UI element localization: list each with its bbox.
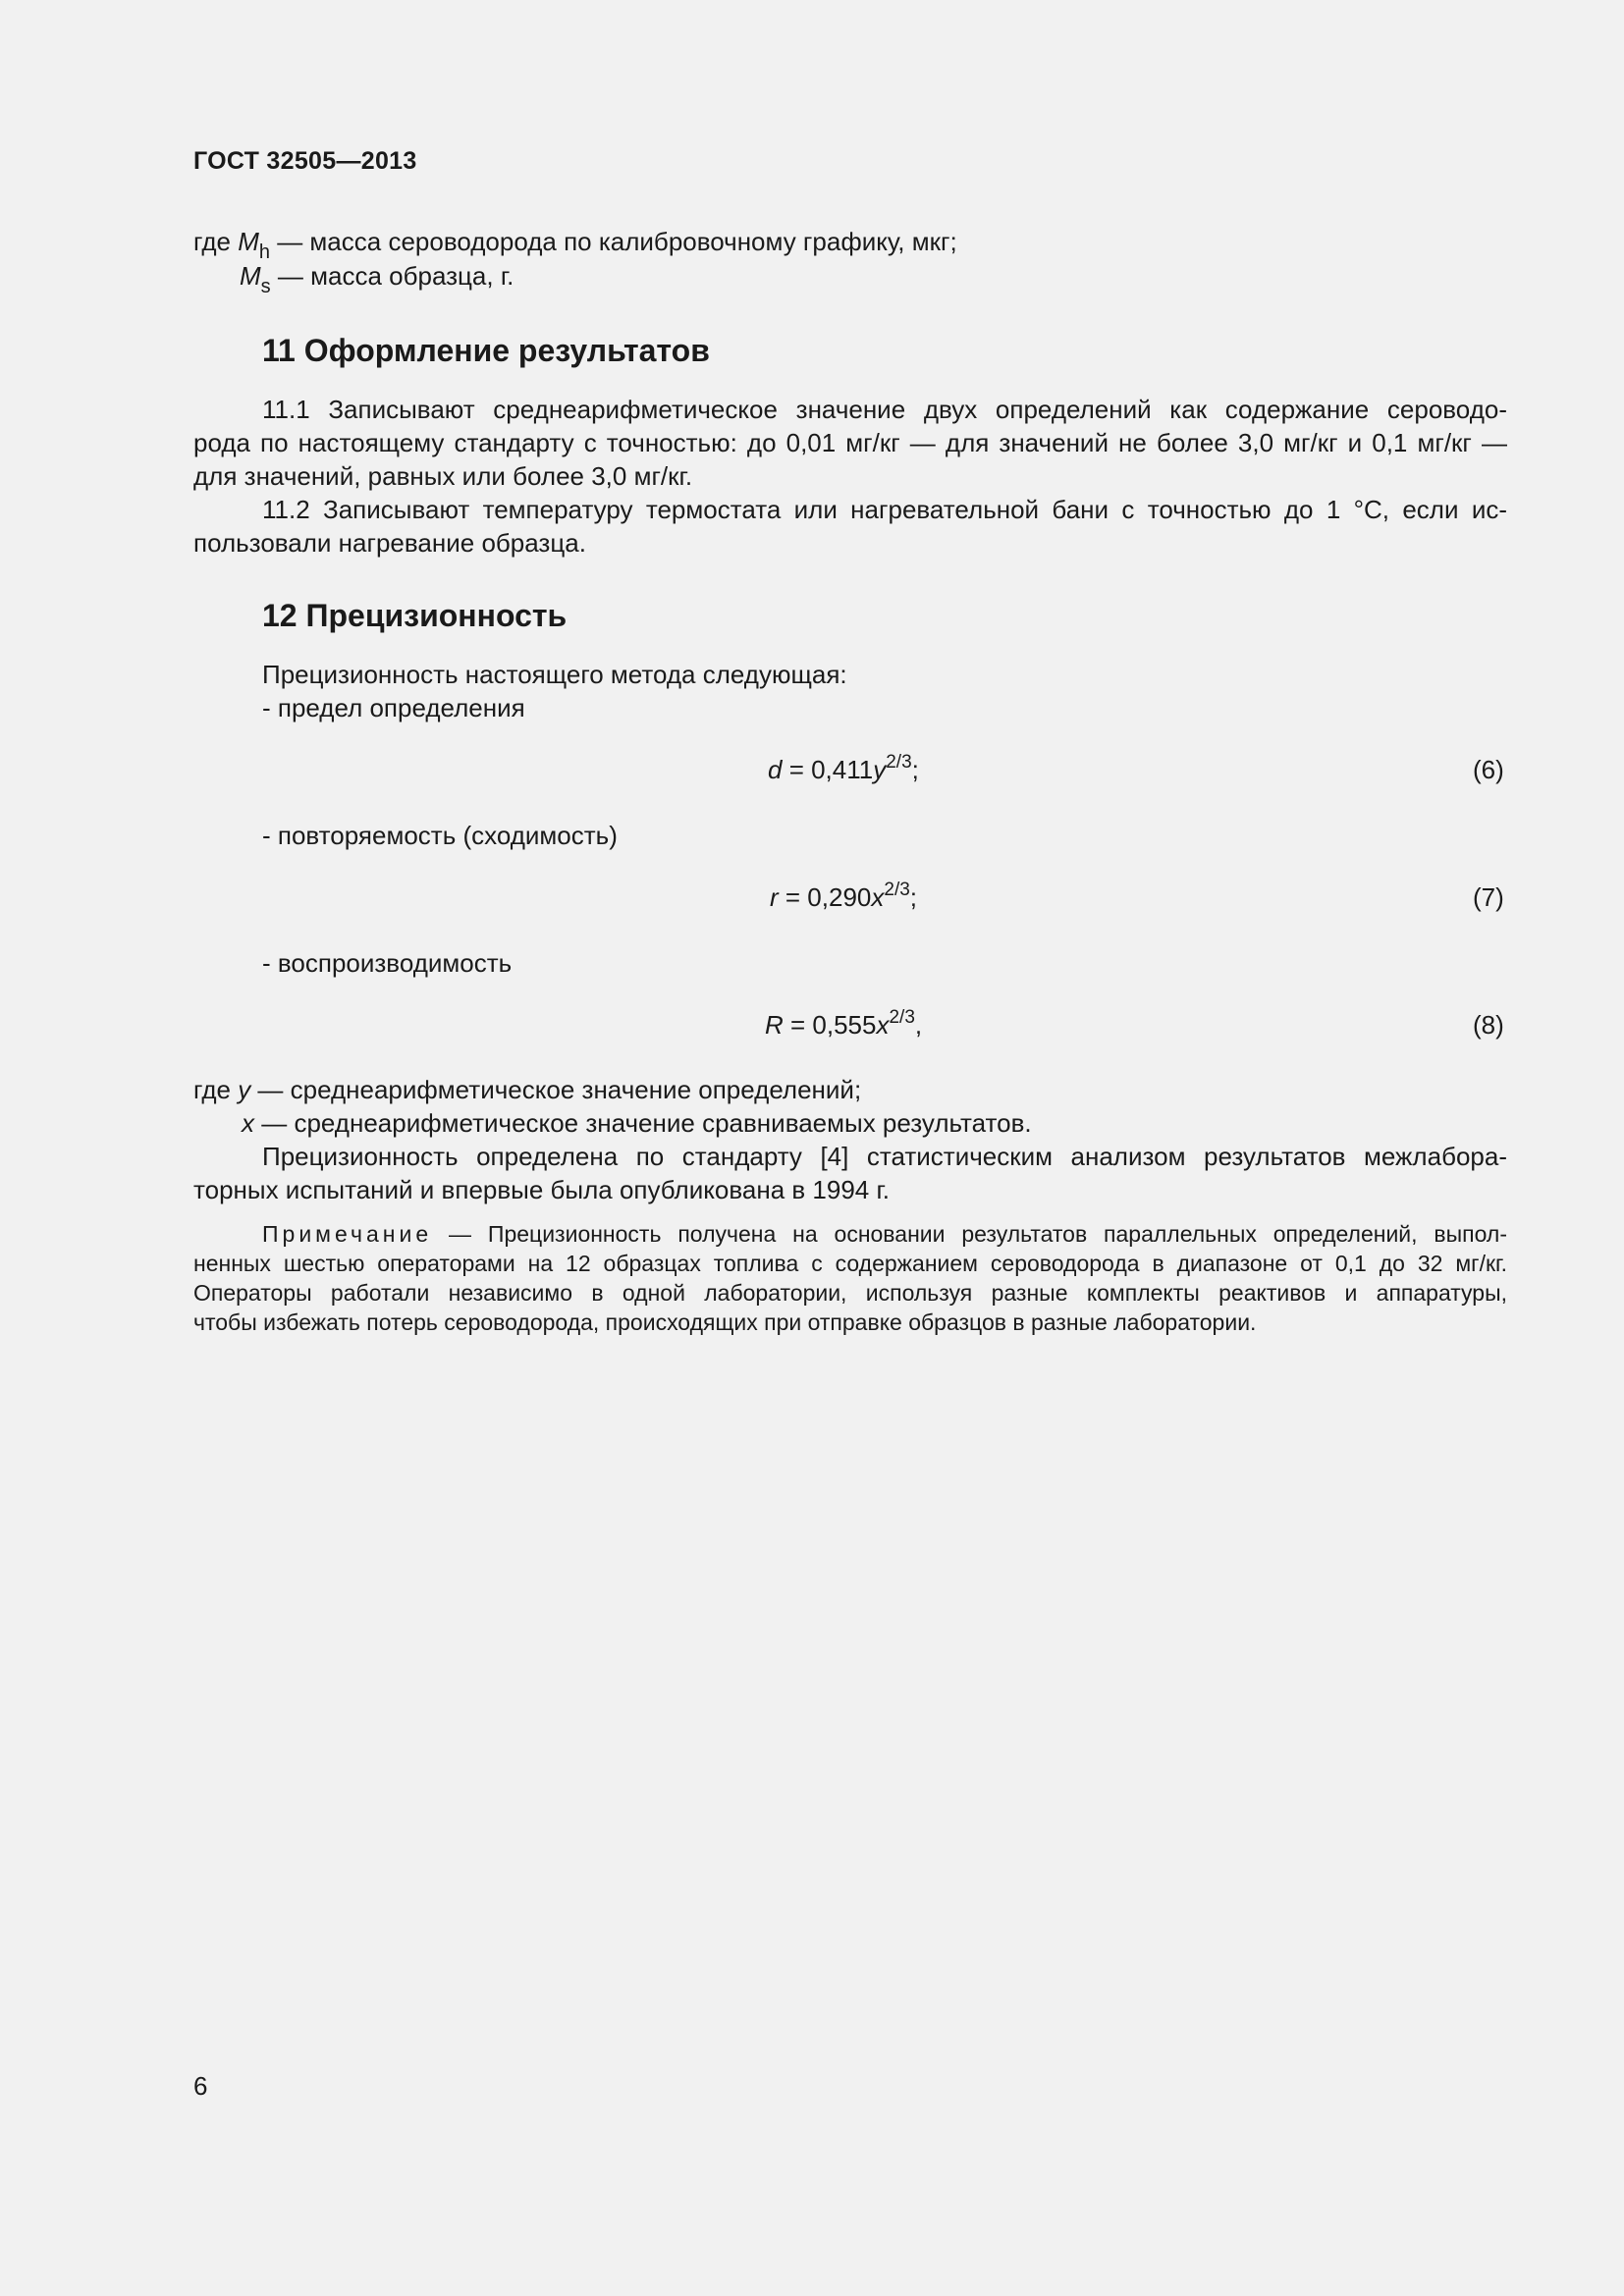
- equation-7: [770, 881, 917, 918]
- equation-end: ,: [914, 1010, 923, 1040]
- precision-intro: Прецизионность настоящего метода следующая:: [262, 660, 847, 689]
- note-line2: ненных шестью операторами на 12 образцах топлива с содержанием сероводорода в диапазоне от 0,1 до 32 мг/кг.: [193, 1251, 1507, 1276]
- paragraph-11-2-line1: 11.2 Записывают температуру термостата или нагревательной бани с точностью до 1 °С, если ис-: [262, 495, 1507, 524]
- symbol-m: M: [240, 261, 261, 291]
- symbol-x: x: [242, 1108, 254, 1138]
- equation-number-6: (6): [1473, 755, 1504, 784]
- section-12-title: 12 Прецизионность: [262, 598, 568, 633]
- equation-rhs: = 0,555: [783, 1010, 877, 1040]
- equation-end: ;: [911, 755, 919, 784]
- equation-number-8: (8): [1473, 1010, 1504, 1040]
- equation-rhs: = 0,411: [782, 755, 874, 784]
- page-number: 6: [193, 2071, 208, 2101]
- where-text-mh: — масса сероводорода по калибровочному графику, мкг;: [269, 227, 957, 256]
- document-header: ГОСТ 32505—2013: [193, 147, 417, 175]
- section-11-title: 11 Оформление результатов: [262, 333, 710, 368]
- equation-variable: x: [876, 1010, 890, 1040]
- equation-6: [768, 753, 919, 790]
- equation-end: ;: [909, 882, 918, 912]
- equation-exponent: 2/3: [884, 880, 910, 900]
- note-line1: [262, 1219, 1507, 1249]
- where-lead: где: [193, 227, 231, 256]
- where-lead: где: [193, 1075, 231, 1104]
- precision-paragraph-line2: торных испытаний и впервые была опубликована в 1994 г.: [193, 1175, 891, 1204]
- where-line-x: [242, 1106, 1032, 1140]
- note-text-1: — Прецизионность получена на основании результатов параллельных определений, выпол-: [432, 1221, 1507, 1247]
- precision-paragraph-line1: Прецизионность определена по стандарту [4] статистическим анализом результатов межлабора-: [262, 1142, 1507, 1171]
- equation-variable: y: [873, 755, 887, 784]
- subscript-h: h: [258, 241, 270, 263]
- where-line-ms: [240, 259, 514, 295]
- note-line3: Операторы работали независимо в одной лаборатории, используя разные комплекты реактивов и аппаратуры,: [193, 1280, 1507, 1306]
- where-text-x: — среднеарифметическое значение сравниваемых результатов.: [254, 1108, 1032, 1138]
- paragraph-11-1-line2: рода по настоящему стандарту с точностью: до 0,01 мг/кг — для значений не более 3,0 мг/кг и 0,1 мг/кг —: [193, 428, 1507, 457]
- equation-symbol: r: [770, 882, 779, 912]
- note-line4: чтобы избежать потерь сероводорода, происходящих при отправке образцов в разные лаборатории.: [193, 1309, 1257, 1335]
- equation-exponent: 2/3: [889, 1007, 915, 1028]
- symbol-m: M: [238, 227, 259, 256]
- equation-number-7: (7): [1473, 882, 1504, 912]
- list-item-detection-limit: - предел определения: [262, 693, 525, 722]
- list-item-repeatability: - повторяемость (сходимость): [262, 821, 618, 850]
- equation-rhs: = 0,290: [778, 882, 872, 912]
- equation-symbol: R: [765, 1010, 784, 1040]
- symbol-y: y: [238, 1075, 251, 1104]
- equation-variable: x: [871, 882, 885, 912]
- paragraph-11-1-line3: для значений, равных или более 3,0 мг/кг.: [193, 461, 693, 491]
- list-item-reproducibility: - воспроизводимость: [262, 948, 513, 978]
- equation-symbol: d: [768, 755, 783, 784]
- where-line-mh: [193, 225, 957, 261]
- where-text-y: — среднеарифметическое значение определений;: [250, 1075, 862, 1104]
- subscript-s: s: [260, 276, 271, 297]
- where-line-y: [193, 1073, 861, 1106]
- paragraph-11-2-line2: пользовали нагревание образца.: [193, 528, 586, 558]
- equation-8: [765, 1008, 922, 1045]
- where-text-ms: — масса образца, г.: [270, 261, 514, 291]
- equation-exponent: 2/3: [886, 752, 912, 773]
- note-label: Примечание: [262, 1221, 433, 1247]
- paragraph-11-1-line1: 11.1 Записывают среднеарифметическое значение двух определений как содержание сероводо-: [262, 395, 1507, 424]
